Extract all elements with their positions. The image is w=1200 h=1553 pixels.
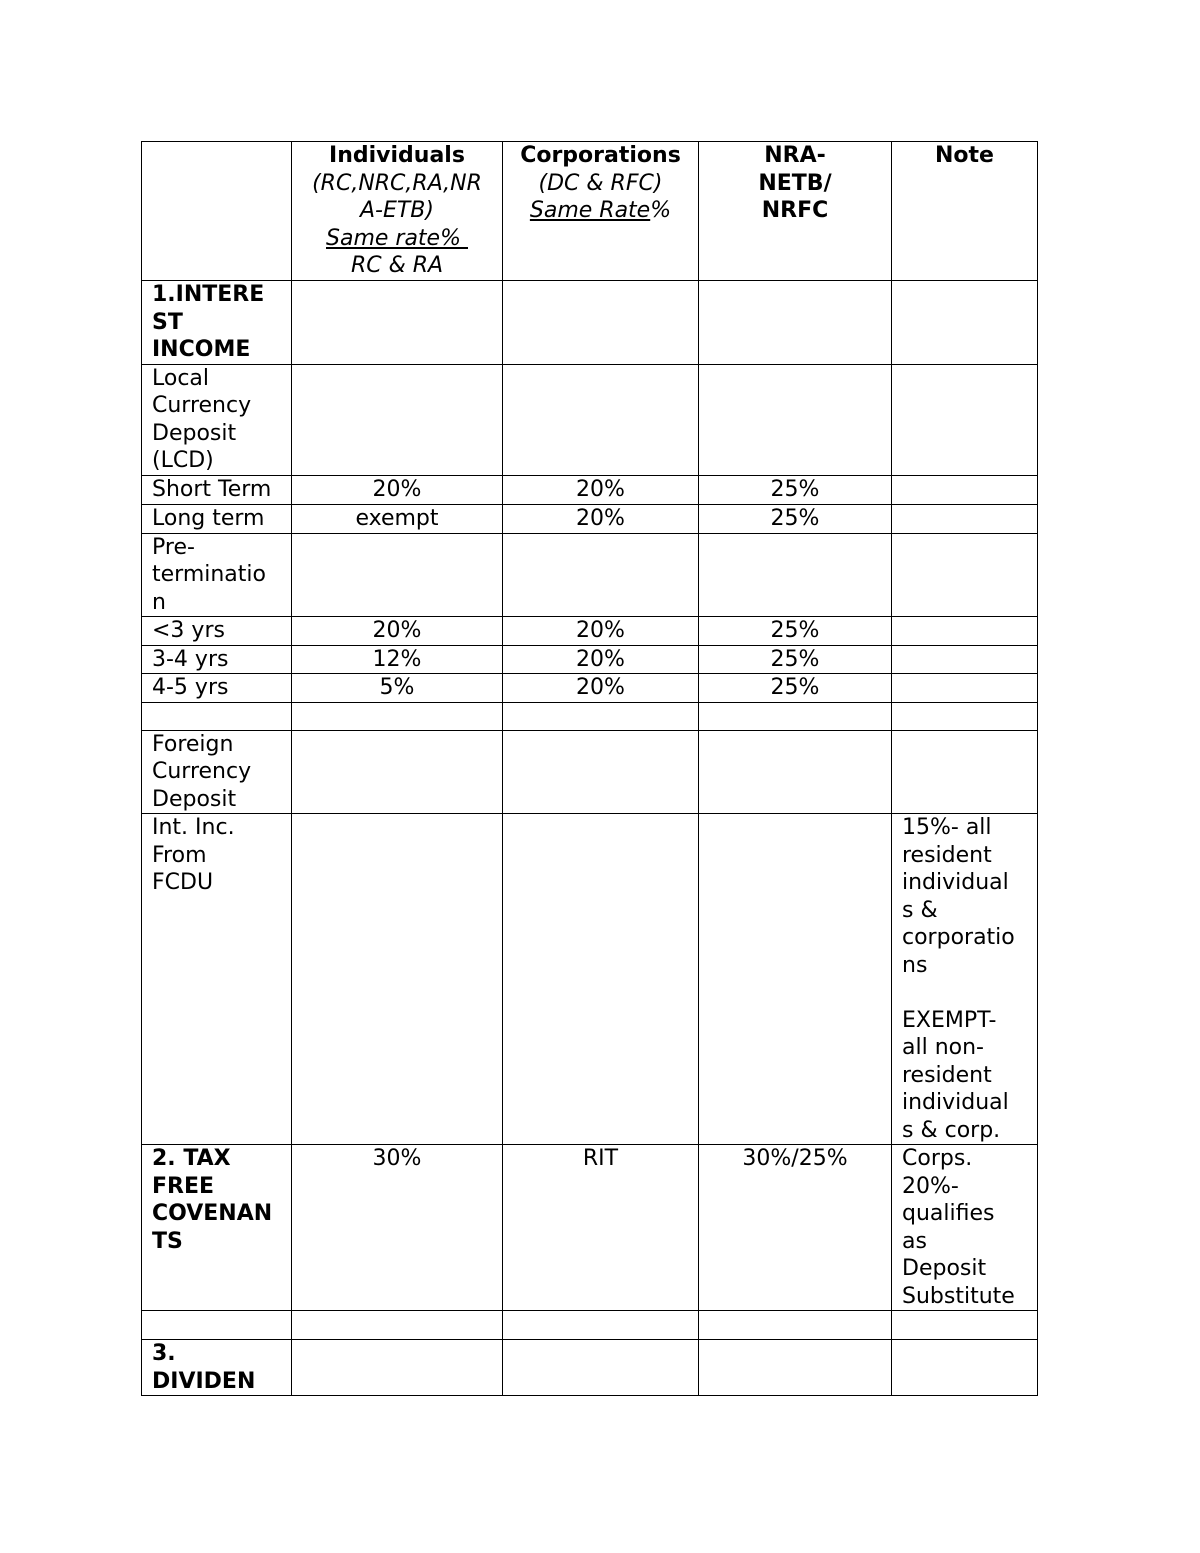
row-label: Long term: [142, 504, 292, 533]
section-label-fcd: [142, 730, 292, 814]
header-corporations: [503, 142, 699, 281]
label-line: TS: [152, 1228, 183, 1254]
header-row: [142, 142, 1038, 281]
table-cell: [699, 533, 892, 617]
label-line: terminatio: [152, 562, 266, 587]
note-cell: [892, 475, 1038, 504]
nra-rate: 30%/25%: [699, 1145, 892, 1311]
table-row-3-4: [142, 645, 1038, 674]
table-cell: [699, 702, 892, 730]
table-cell: [699, 1311, 892, 1340]
nra-line3: NRFC: [761, 198, 829, 223]
corporations-same-rate: Same Rate: [529, 198, 651, 223]
label-line: 1.INTERE: [152, 282, 265, 307]
individuals-rate: 30%: [292, 1145, 503, 1311]
table-row-4-5: [142, 674, 1038, 703]
row-label: 4-5 yrs: [142, 674, 292, 703]
note-line: individual: [902, 1090, 1009, 1115]
section-label-tax-free-covenants: [142, 1145, 292, 1311]
label-line: INCOME: [152, 337, 251, 362]
note-line: individual: [902, 870, 1009, 895]
note-line: Substitute: [902, 1283, 1015, 1309]
table-row-short-term: [142, 475, 1038, 504]
table-cell: [699, 1340, 892, 1396]
note-cell: [892, 674, 1038, 703]
note-cell: [892, 617, 1038, 646]
section-label-dividends: [142, 1340, 292, 1396]
individuals-title: Individuals: [329, 143, 465, 168]
table-cell: [503, 533, 699, 617]
note-line: corporatio: [902, 925, 1015, 950]
table-cell: [699, 814, 892, 1145]
table-cell: [292, 533, 503, 617]
individuals-line1: (RC,NRC,RA,NR: [312, 170, 482, 196]
note-spacer: [902, 979, 1027, 1007]
corporations-rate: RIT: [503, 1145, 699, 1311]
label-line: Currency: [152, 759, 252, 784]
corporations-rate: 20%: [503, 617, 699, 646]
label-line: COVENAN: [152, 1201, 273, 1226]
section-label-fcdu: [142, 814, 292, 1145]
table-cell: [503, 814, 699, 1145]
note-line: all non-: [902, 1035, 984, 1060]
note-cell-tfc: [892, 1145, 1038, 1311]
table-cell: [142, 702, 292, 730]
label-line: 3.: [152, 1341, 176, 1366]
table-cell: [892, 702, 1038, 730]
table-cell: [292, 1340, 503, 1396]
nra-rate: 25%: [699, 475, 892, 504]
table-cell: [892, 533, 1038, 617]
table-cell: [699, 281, 892, 365]
label-line: FCDU: [152, 870, 214, 895]
header-empty-cell: [142, 142, 292, 281]
nra-line2: NETB/: [758, 170, 832, 196]
table-cell: [503, 702, 699, 730]
corporations-rate: 20%: [503, 674, 699, 703]
individuals-rate: 20%: [292, 475, 503, 504]
note-line: s & corp.: [902, 1117, 1001, 1143]
table-cell: [292, 1311, 503, 1340]
table-cell: [292, 702, 503, 730]
label-line: 2. TAX: [152, 1146, 231, 1171]
corporations-rate: 20%: [503, 645, 699, 674]
table-cell: [892, 281, 1038, 365]
row-label: <3 yrs: [142, 617, 292, 646]
tax-rate-table: [141, 141, 1038, 1396]
note-line: resident: [902, 842, 992, 868]
label-line: From: [152, 842, 207, 868]
empty-row: [142, 702, 1038, 730]
note-line: s &: [902, 897, 938, 923]
individuals-rate: 5%: [292, 674, 503, 703]
nra-rate: 25%: [699, 504, 892, 533]
nra-rate: 25%: [699, 617, 892, 646]
table-cell: [503, 1340, 699, 1396]
table-row-long-term: [142, 504, 1038, 533]
label-line: Deposit: [152, 786, 237, 812]
table-cell: [892, 1311, 1038, 1340]
table-cell: [892, 364, 1038, 475]
nra-line1: NRA-: [764, 143, 826, 168]
section-row-dividends: [142, 1340, 1038, 1396]
table-cell: [292, 730, 503, 814]
label-line: Local: [152, 365, 210, 391]
label-line: Deposit: [152, 420, 237, 446]
section-row-interest: [142, 281, 1038, 365]
note-cell: [892, 504, 1038, 533]
table-cell: [292, 364, 503, 475]
label-line: ST: [152, 309, 183, 335]
table-row-tax-free-covenants: [142, 1145, 1038, 1311]
label-line: Int. Inc.: [152, 815, 235, 840]
table-cell: [503, 281, 699, 365]
table-cell: [292, 281, 503, 365]
table-row-fcdu: [142, 814, 1038, 1145]
note-cell-fcdu: [892, 814, 1038, 1145]
header-nra: [699, 142, 892, 281]
note-line: ns: [902, 952, 928, 978]
table-cell: [699, 730, 892, 814]
corporations-percent: %: [650, 198, 672, 223]
section-label-pretermination: [142, 533, 292, 617]
table-cell: [699, 364, 892, 475]
nra-rate: 25%: [699, 645, 892, 674]
note-line: resident: [902, 1062, 992, 1088]
individuals-rate: exempt: [292, 504, 503, 533]
table-cell: [503, 730, 699, 814]
row-label: Short Term: [142, 475, 292, 504]
note-cell: [892, 645, 1038, 674]
note-line: Deposit: [902, 1256, 987, 1281]
individuals-same-rate: Same rate%: [326, 225, 468, 251]
label-line: (LCD): [152, 448, 214, 473]
label-line: FREE: [152, 1173, 215, 1199]
section-row-pretermination: [142, 533, 1038, 617]
corporations-line1: (DC & RFC): [538, 170, 663, 196]
individuals-rate: 20%: [292, 617, 503, 646]
section-label-interest: [142, 281, 292, 365]
table-row-lt3: [142, 617, 1038, 646]
table-cell: [503, 364, 699, 475]
note-line: 15%- all: [902, 815, 992, 840]
label-line: Currency: [152, 393, 252, 418]
note-line: as: [902, 1228, 927, 1254]
corporations-rate: 20%: [503, 504, 699, 533]
note-line: 20%-: [902, 1173, 959, 1199]
individuals-line4: RC & RA: [350, 253, 444, 278]
note-line: EXEMPT-: [902, 1007, 997, 1033]
table-cell: [142, 1311, 292, 1340]
note-title: Note: [935, 143, 994, 168]
nra-rate: 25%: [699, 674, 892, 703]
label-line: DIVIDEN: [152, 1368, 256, 1394]
label-line: n: [152, 589, 166, 615]
individuals-rate: 12%: [292, 645, 503, 674]
header-individuals: [292, 142, 503, 281]
section-label-lcd: [142, 364, 292, 475]
corporations-rate: 20%: [503, 475, 699, 504]
note-line: qualifies: [902, 1201, 995, 1226]
table-cell: [892, 1340, 1038, 1396]
header-note: [892, 142, 1038, 281]
row-label: 3-4 yrs: [142, 645, 292, 674]
label-line: Foreign: [152, 731, 234, 757]
table-cell: [292, 814, 503, 1145]
label-line: Pre-: [152, 534, 195, 560]
table-cell: [892, 730, 1038, 814]
corporations-title: Corporations: [520, 143, 681, 168]
section-row-fcd: [142, 730, 1038, 814]
empty-row: [142, 1311, 1038, 1340]
section-row-lcd: [142, 364, 1038, 475]
table-cell: [503, 1311, 699, 1340]
note-line: Corps.: [902, 1146, 973, 1171]
individuals-line2: A-ETB): [359, 198, 434, 223]
